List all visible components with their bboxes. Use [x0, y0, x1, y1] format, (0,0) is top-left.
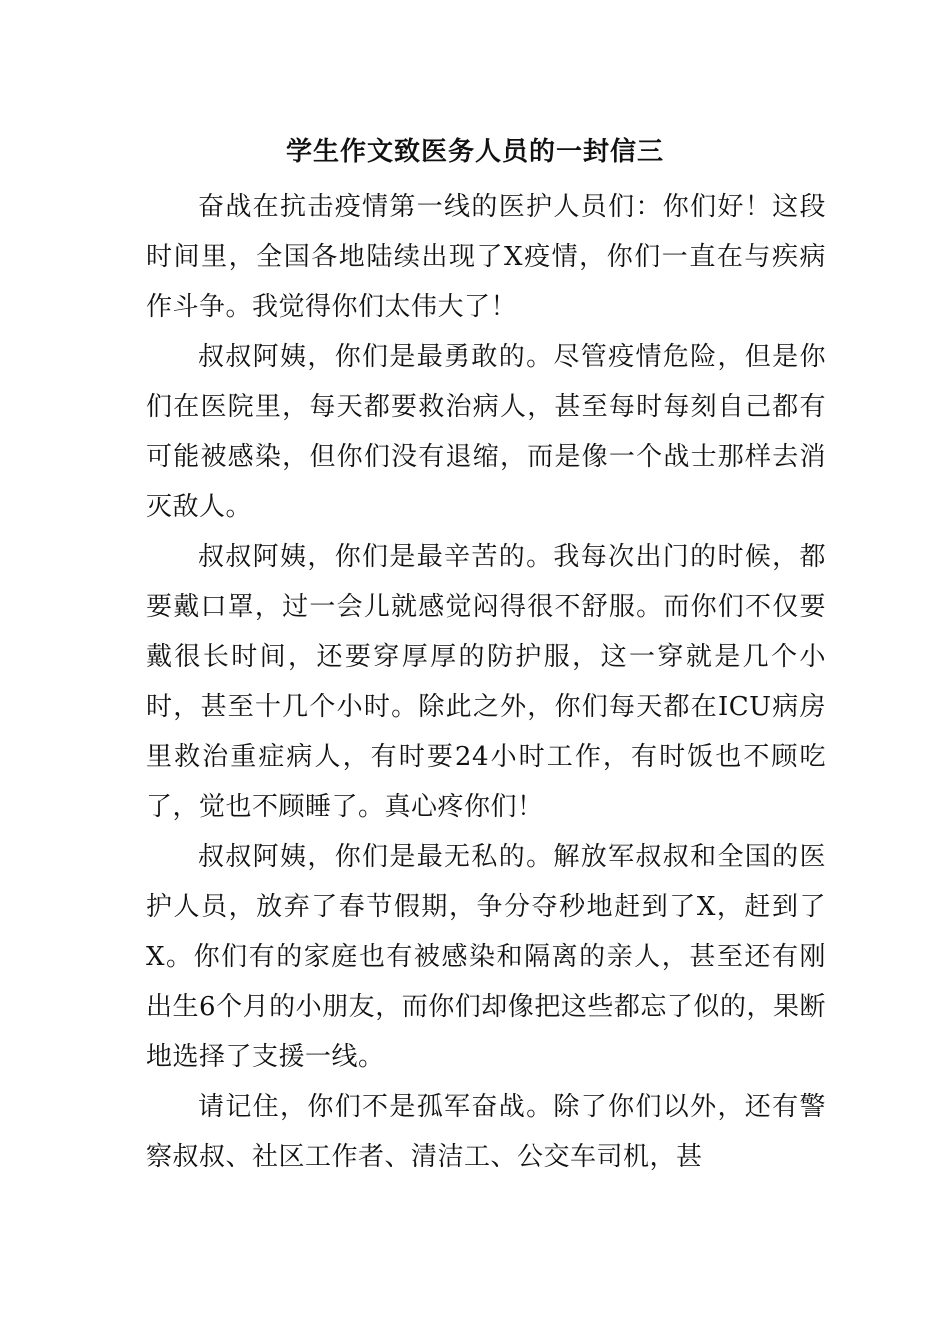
page-title: 学生作文致医务人员的一封信三: [285, 137, 664, 167]
paragraph-brave: 叔叔阿姨，你们是最勇敢的。尽管疫情危险，但是你们在医院里，每天都要救治病人，甚至每时每刻自己都有可能被感染，但你们没有退缩，而是像一个战士那样去消灭敌人。: [146, 342, 826, 522]
letter-body: [146, 182, 826, 1182]
paragraph-not-alone: 请记住，你们不是孤军奋战。除了你们以外，还有警察叔叔、社区工作者、清洁工、公交车司机，甚: [146, 1092, 826, 1172]
paragraph-selfless: 叔叔阿姨，你们是最无私的。解放军叔叔和全国的医护人员，放弃了春节假期，争分夺秒地赶到了X，赶到了X。你们有的家庭也有被感染和隔离的亲人，甚至还有刚出生6个月的小朋友，而你们却像把这些都忘了似的，果断地选择了支援一线。: [146, 842, 826, 1072]
paragraph-greeting: 奋战在抗击疫情第一线的医护人员们：你们好！这段时间里，全国各地陆续出现了X疫情，你们一直在与疾病作斗争。我觉得你们太伟大了！: [146, 192, 826, 322]
paragraph-hardworking: 叔叔阿姨，你们是最辛苦的。我每次出门的时候，都要戴口罩，过一会儿就感觉闷得很不舒服。而你们不仅要戴很长时间，还要穿厚厚的防护服，这一穿就是几个小时，甚至十几个小时。除此之外，你们每天都在ICU病房里救治重症病人，有时要24小时工作，有时饭也不顾吃了，觉也不顾睡了。真心疼你们！: [146, 542, 826, 822]
